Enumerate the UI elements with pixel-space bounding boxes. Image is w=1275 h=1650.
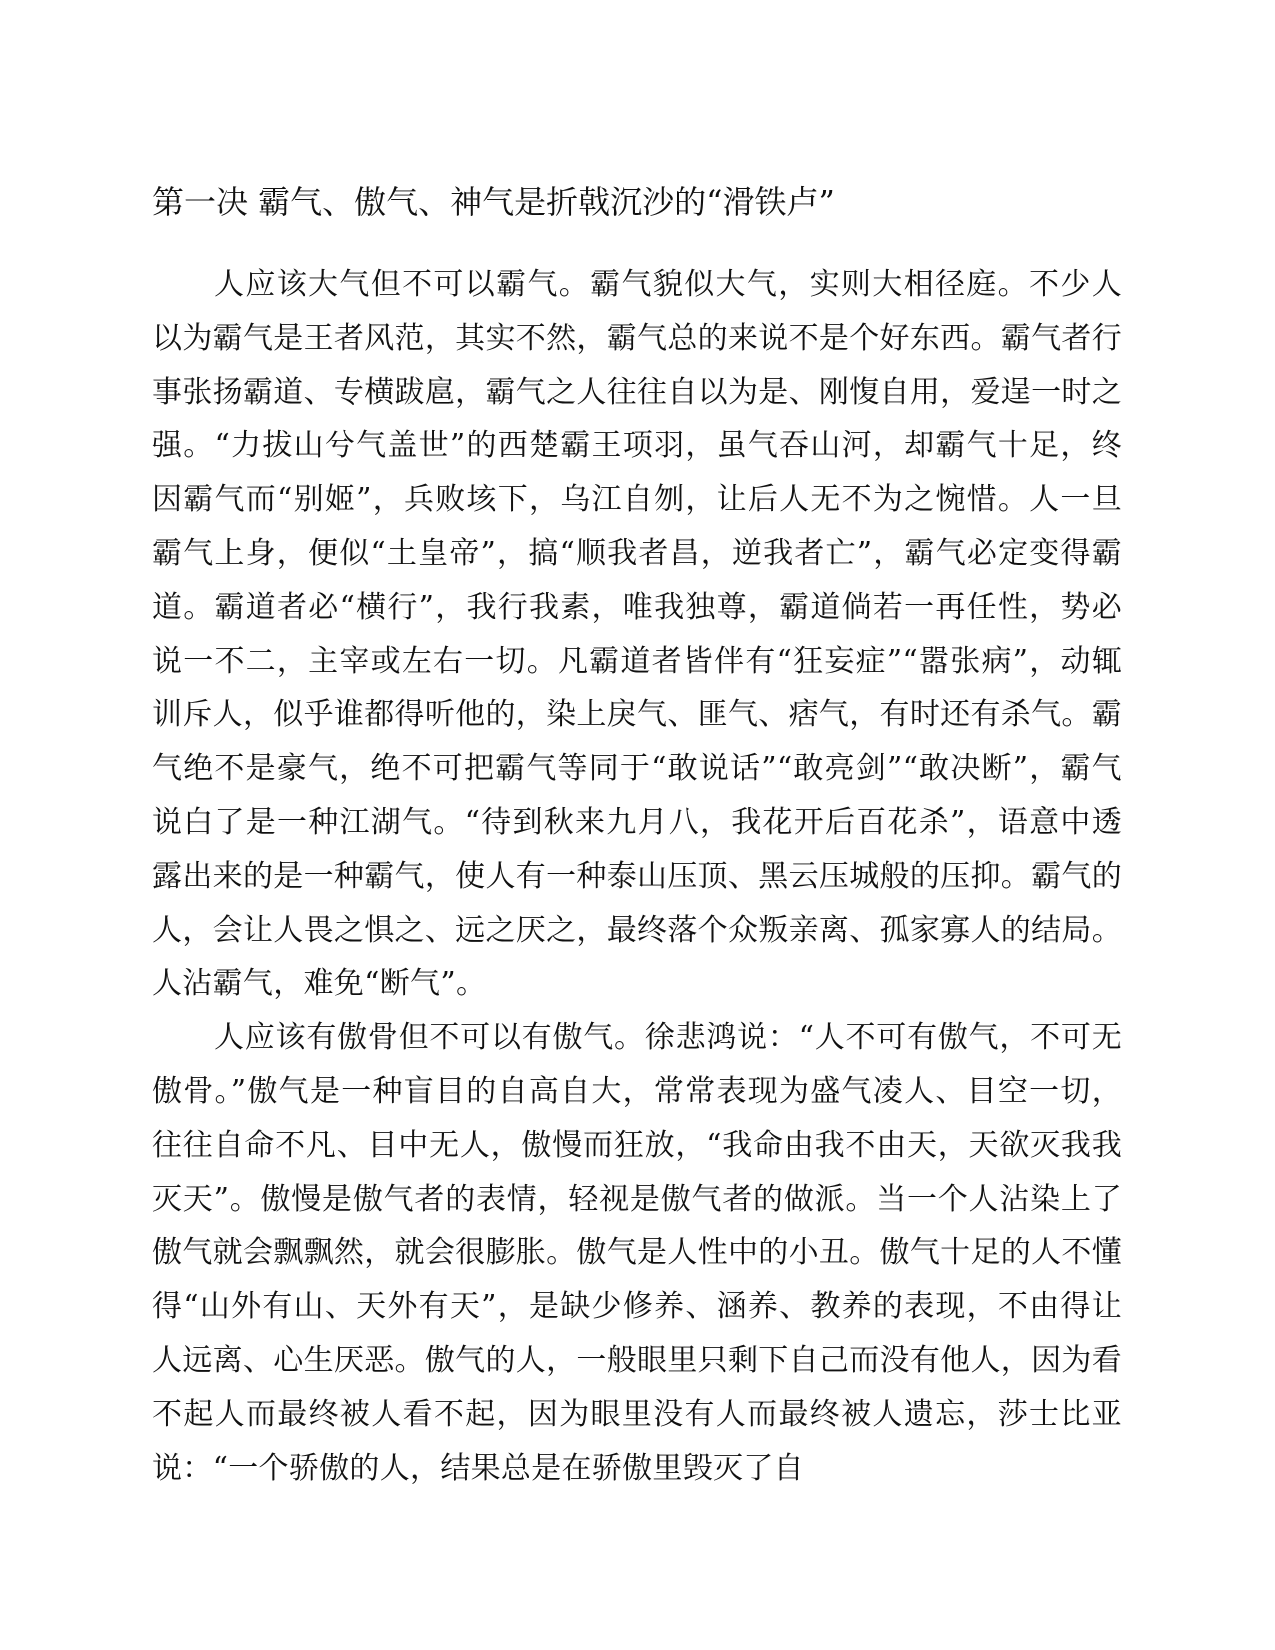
paragraph-domineering: 人应该大气但不可以霸气。霸气貌似大气，实则大相径庭。不少人以为霸气是王者风范，其实不然，霸气总的来说不是个好东西。霸气者行事张扬霸道、专横跋扈，霸气之人往往自以为是、刚愎自用，爱逞一时之强。“力拔山兮气盖世”的西楚霸王项羽，虽气吞山河，却霸气十足，终因霸气而“别姬”，兵败垓下，乌江自刎，让后人无不为之惋惜。人一旦霸气上身，便似“土皇帝”，搞“顺我者昌，逆我者亡”，霸气必定变得霸道。霸道者必“横行”，我行我素，唯我独尊，霸道倘若一再任性，势必说一不二，主宰或左右一切。凡霸道者皆伴有“狂妄症”“嚣张病”，动辄训斥人，似乎谁都得听他的，染上戾气、匪气、痞气，有时还有杀气。霸气绝不是豪气，绝不可把霸气等同于“敢说话”“敢亮剑”“敢决断”，霸气说白了是一种江湖气。“待到秋来九月八，我花开后百花杀”，语意中透露出来的是一种霸气，使人有一种泰山压顶、黑云压城般的压抑。霸气的人，会让人畏之惧之、远之厌之，最终落个众叛亲离、孤家寡人的结局。人沾霸气，难免“断气”。 bbox=[152, 267, 1122, 1002]
paragraph-arrogance: 人应该有傲骨但不可以有傲气。徐悲鸿说：“人不可有傲气，不可无傲骨。”傲气是一种盲目的自高自大，常常表现为盛气凌人、目空一切，往往自命不凡、目中无人，傲慢而狂放，“我命由我不由天，天欲灭我我灭天”。傲慢是傲气者的表情，轻视是傲气者的做派。当一个人沾染上了傲气就会飘飘然，就会很膨胀。傲气是人性中的小丑。傲气十足的人不懂得“山外有山、天外有天”，是缺少修养、涵养、教养的表现，不由得让人远离、心生厌恶。傲气的人，一般眼里只剩下自己而没有他人，因为看不起人而最终被人看不起，因为眼里没有人而最终被人遗忘，莎士比亚说：“一个骄傲的人，结果总是在骄傲里毁灭了自 bbox=[152, 1020, 1122, 1486]
document-body bbox=[152, 178, 1122, 1495]
section-heading: 第一决 霸气、傲气、神气是折戟沉沙的“滑铁卢” bbox=[152, 183, 835, 221]
